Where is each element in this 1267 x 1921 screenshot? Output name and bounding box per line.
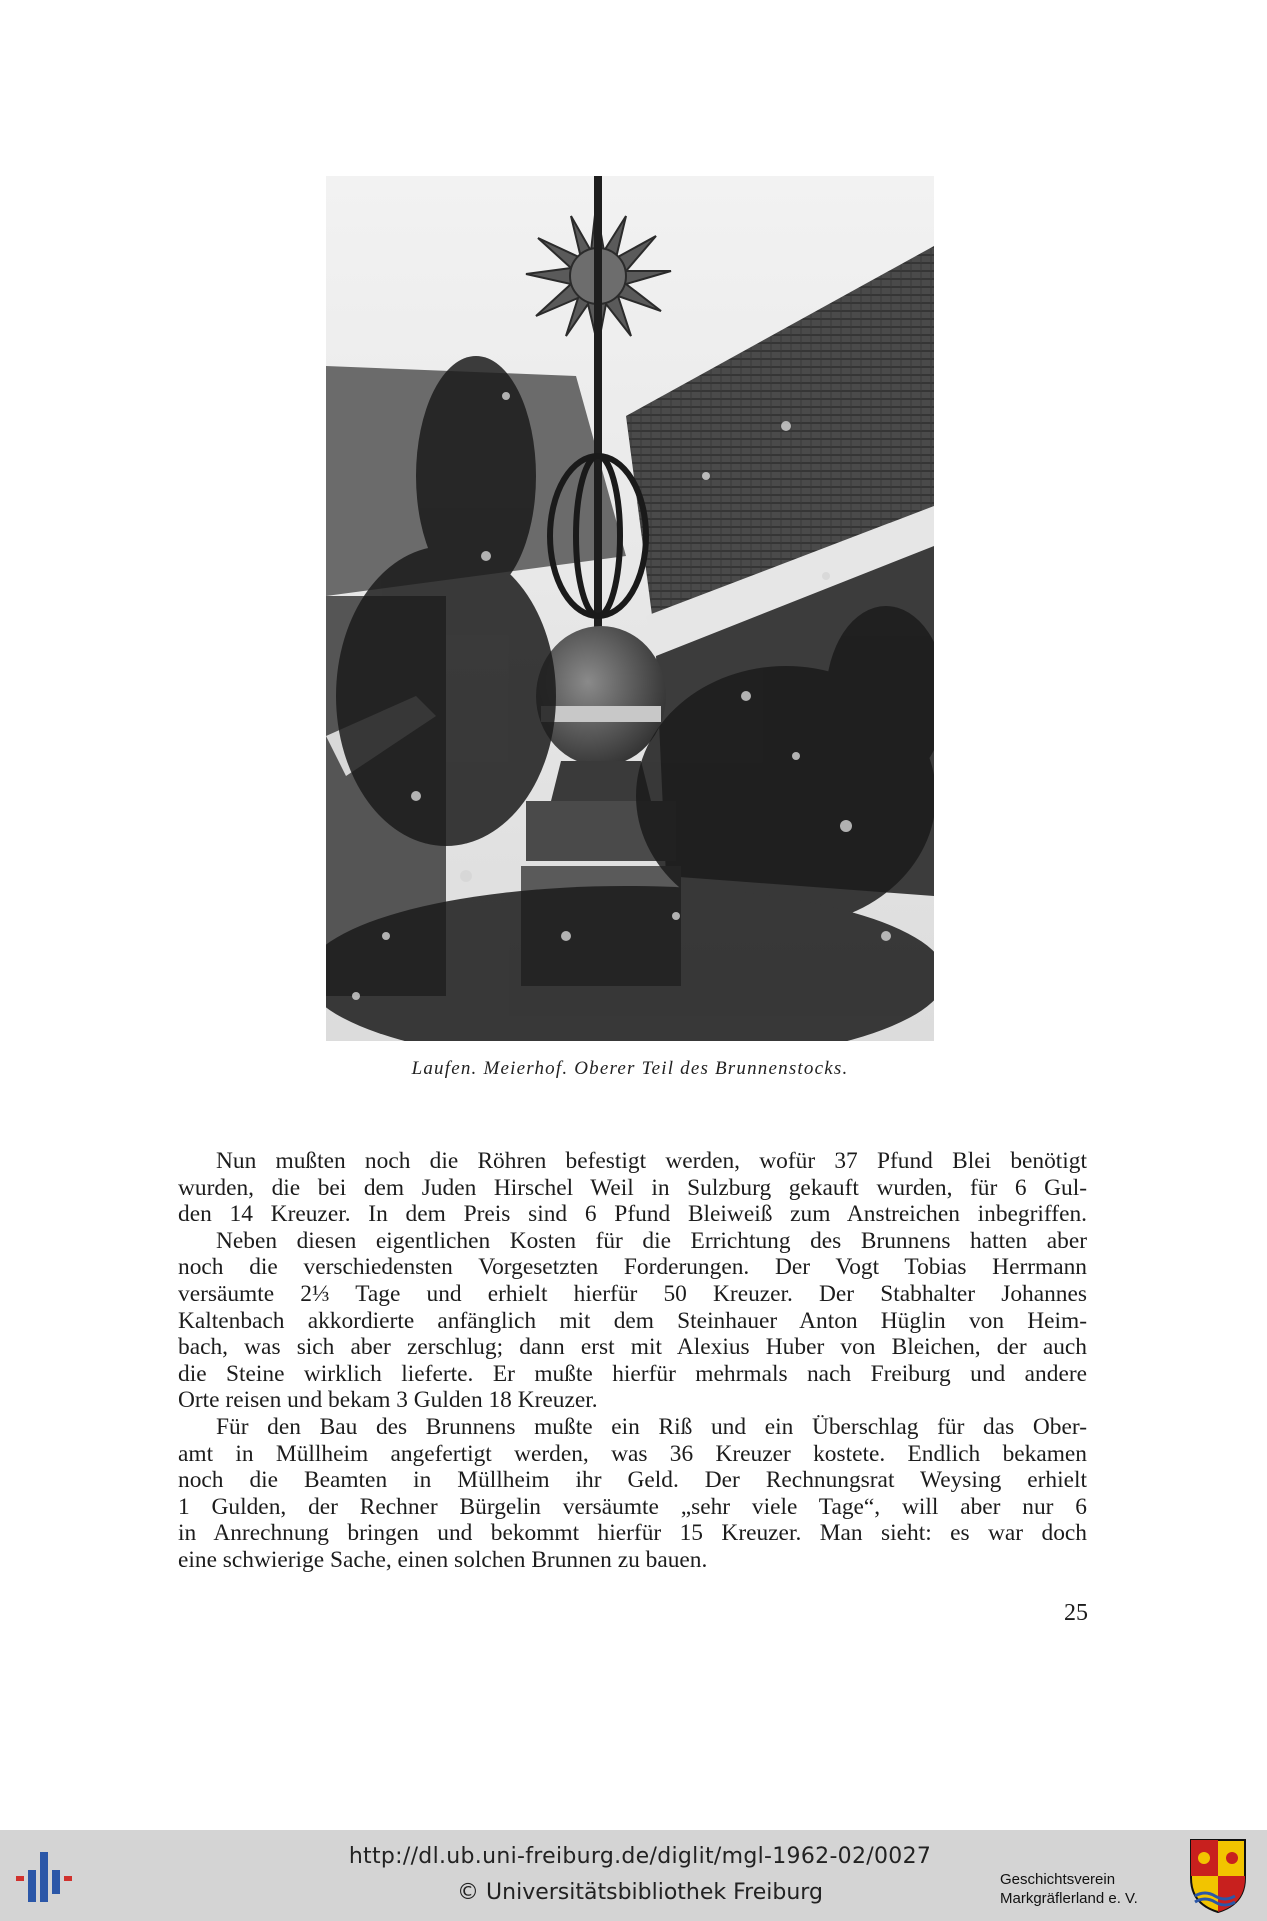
paragraph xyxy=(178,1414,1087,1574)
text-line: wurden, die bei dem Juden Hirschel Weil in Sulzburg gekauft wurden, für 6 Gul- xyxy=(178,1174,1087,1201)
photo-caption: Laufen. Meierhof. Oberer Teil des Brunnenstocks. xyxy=(411,1058,849,1079)
body-text xyxy=(178,1148,1087,1574)
text-line: 1 Gulden, der Rechner Bürgelin versäumte „sehr viele Tage“, will aber nur 6 xyxy=(178,1493,1087,1520)
fountain-photograph xyxy=(326,176,934,1041)
text-line: Neben diesen eigentlichen Kosten für die Errichtung des Brunnens hatten aber xyxy=(216,1227,1087,1254)
copyright-notice: © Universitätsbibliothek Freiburg xyxy=(457,1880,823,1905)
text-line: amt in Müllheim angefertigt werden, was 36 Kreuzer kostete. Endlich bekamen xyxy=(178,1440,1087,1467)
text-line: Kaltenbach akkordierte anfänglich mit dem Steinhauer Anton Hüglin von Heim- xyxy=(178,1307,1087,1334)
university-library-logo-icon[interactable] xyxy=(16,1852,80,1902)
text-line: die Steine wirklich lieferte. Er mußte hierfür mehrmals nach Freiburg und andere xyxy=(178,1360,1087,1387)
text-line: noch die Beamten in Müllheim ihr Geld. Der Rechnungsrat Weysing erhielt xyxy=(178,1467,1087,1494)
text-line: eine schwierige Sache, einen solchen Brunnen zu bauen. xyxy=(178,1546,708,1573)
text-line: Orte reisen und bekam 3 Gulden 18 Kreuzer. xyxy=(178,1387,598,1414)
text-line: Für den Bau des Brunnens mußte ein Riß und ein Überschlag für das Ober- xyxy=(216,1413,1087,1440)
society-name-line1: Geschichtsverein xyxy=(1000,1871,1116,1888)
text-line: versäumte 2⅓ Tage und erhielt hierfür 50 Kreuzer. Der Stabhalter Johannes xyxy=(178,1280,1087,1307)
text-line: in Anrechnung bringen und bekommt hierfür 15 Kreuzer. Man sieht: es war doch xyxy=(178,1520,1087,1547)
footer-bar xyxy=(0,1830,1267,1921)
text-line: bach, was sich aber zerschlug; dann erst mit Alexius Huber von Bleichen, der auch xyxy=(178,1334,1087,1361)
society-name-line2: Markgräflerland e. V. xyxy=(1000,1890,1138,1907)
page-number: 25 xyxy=(1064,1600,1088,1626)
society-coat-of-arms-icon xyxy=(1189,1838,1247,1914)
permalink-url[interactable]: http://dl.ub.uni-freiburg.de/diglit/mgl-1962-02/0027 xyxy=(348,1844,932,1869)
text-line: Nun mußten noch die Röhren befestigt werden, wofür 37 Pfund Blei benötigt xyxy=(216,1148,1087,1174)
text-line: den 14 Kreuzer. In dem Preis sind 6 Pfund Bleiweiß zum Anstreichen inbegriffen. xyxy=(178,1201,1087,1228)
text-line: noch die verschiedensten Vorgesetzten Forderungen. Der Vogt Tobias Herrmann xyxy=(178,1254,1087,1281)
paragraph xyxy=(178,1228,1087,1414)
society-name xyxy=(1000,1870,1188,1908)
paragraph xyxy=(178,1148,1087,1228)
fountain-photo-image xyxy=(326,176,934,1041)
